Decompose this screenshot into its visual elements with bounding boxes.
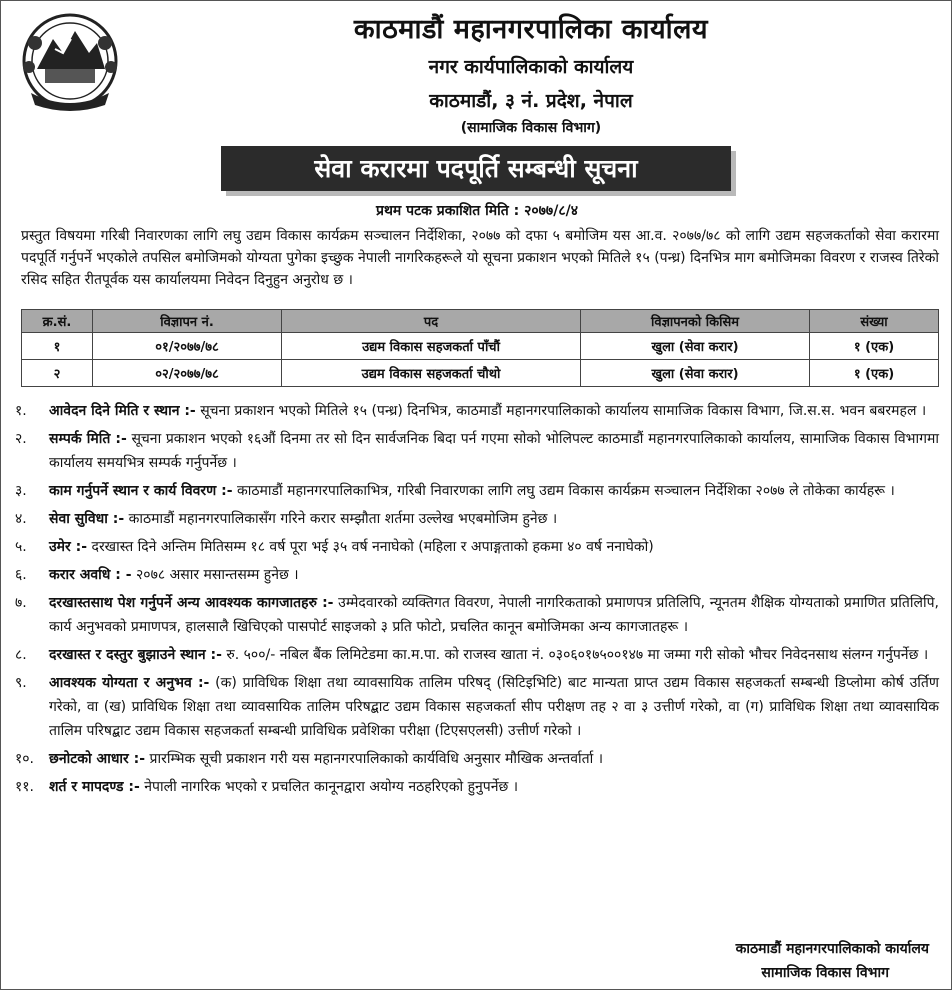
cell-count: १ (एक): [810, 333, 939, 360]
office-address: काठमाडौं, ३ नं. प्रदेश, नेपाल: [429, 90, 633, 112]
col-header-post: पद: [282, 310, 581, 333]
term-text: रु. ५००/- नबिल बैंक लिमिटेडमा का.म.पा. को राजस्व खाता नं. ०३०६०१७५००१४७ मा जम्मा गरी सोको भौचर निवेदनसाथ संलग्न गर्नुपर्नेछ ।: [221, 647, 929, 663]
cell-ad-no: ०१/२०७७/७८: [93, 333, 282, 360]
term-number: १०.: [15, 751, 35, 767]
term-item: [15, 507, 939, 531]
term-text: काठमाडौं महानगरपालिकासँग गरिने करार सम्झौता शर्तमा उल्लेख भएबमोजिम हुनेछ ।: [124, 511, 558, 527]
cell-ad-type: खुला (सेवा करार): [581, 333, 810, 360]
term-title: सम्पर्क मिति :-: [49, 431, 127, 447]
term-text: काठमाडौं महानगरपालिकाभित्र, गरिबी निवारणका लागि लघु उद्यम विकास कार्यक्रम सञ्चालन निर्देशिका २०७७ ले तोकेका कार्यहरू ।: [232, 483, 895, 499]
term-text: (क) प्राविधिक शिक्षा तथा व्यावसायिक तालिम परिषद् (सिटिइभिटि) बाट मान्यता प्राप्त उद्यम विकास सहजकर्ता सम्बन्धी डिप्लोमा कोर्ष उर्तिण गरेको, वा (ख) प्राविधिक शिक्षा तथा व्यावसायिक तालिम परिषद्बाट उद्यम विकास सहजकर्ता सीप परीक्षण तह २ वा ३ उत्तीर्ण गरेको, वा (ग) प्राविधिक शिक्षा तथा व्यावसायिक तालिम परिषद्बाट उद्यम विकास सहजकर्ता सम्बन्धी प्राविधिक प्रवेशिका परीक्षा (टिएसएलसी) उत्तीर्ण गरेको ।: [49, 675, 939, 739]
term-number: २.: [15, 431, 27, 447]
col-header-ad-no: विज्ञापन नं.: [93, 310, 282, 333]
term-title: छनोटको आधार :-: [49, 751, 146, 767]
term-item: [15, 563, 939, 587]
cell-post: उद्यम विकास सहजकर्ता पाँचौं: [282, 333, 581, 360]
term-title: आवश्यक योग्यता र अनुभव :-: [49, 675, 210, 691]
term-item: [15, 671, 939, 743]
col-header-ad-type: विज्ञापनको किसिम: [581, 310, 810, 333]
term-title: दरखास्तसाथ पेश गर्नुपर्ने अन्य आवश्यक कागजातहरु :-: [49, 595, 334, 611]
term-title: शर्त र मापदण्ड :-: [49, 779, 140, 795]
terms-list: [15, 399, 939, 803]
table-row: [22, 333, 939, 360]
term-number: १.: [15, 403, 27, 419]
published-date: प्रथम पटक प्रकाशित मिति : २०७७/८/४: [376, 203, 578, 219]
term-title: सेवा सुविधा :-: [49, 511, 125, 527]
cell-sn: १: [22, 333, 93, 360]
notice-banner: सेवा करारमा पदपूर्ति सम्बन्धी सूचना: [221, 146, 731, 191]
term-number: ९.: [15, 675, 27, 691]
term-text: २०७८ असार मसान्तसम्म हुनेछ ।: [131, 567, 299, 583]
cell-ad-type: खुला (सेवा करार): [581, 360, 810, 387]
term-title: उमेर :-: [49, 539, 88, 555]
col-header-count: संख्या: [810, 310, 939, 333]
term-number: ७.: [15, 595, 27, 611]
signature-office: काठमाडौं महानगरपालिकाको कार्यालय: [735, 941, 929, 957]
executive-office-title: नगर कार्यपालिकाको कार्यालय: [428, 56, 634, 78]
term-text: उम्मेदवारको व्यक्तिगत विवरण, नेपाली नागरिकताको प्रमाणपत्र प्रतिलिपि, न्यूनतम शैक्षिक योग्यताको प्रमाणित प्रतिलिपि, कार्य अनुभवको प्रमाणपत्र, हालसालै खिचिएको पासपोर्ट साइजको ३ प्रति फोटो, प्रचलित कानून बमोजिमका अन्य कागजातहरू ।: [49, 595, 939, 635]
cell-ad-no: ०२/२०७७/७८: [93, 360, 282, 387]
term-item: [15, 479, 939, 503]
term-number: ३.: [15, 483, 27, 499]
term-item: [15, 775, 939, 799]
col-header-sn: क्र.सं.: [22, 310, 93, 333]
kmc-emblem-icon: [15, 9, 125, 113]
term-title: करार अवधि : -: [49, 567, 132, 583]
table-header-row: [22, 310, 939, 333]
cell-post: उद्यम विकास सहजकर्ता चौथो: [282, 360, 581, 387]
term-number: ६.: [15, 567, 27, 583]
term-text: प्रारम्भिक सूची प्रकाशन गरी यस महानगरपालिकाको कार्यविधि अनुसार मौखिक अन्तर्वार्ता ।: [145, 751, 604, 767]
term-text: सूचना प्रकाशन भएको १६औं दिनमा तर सो दिन सार्वजनिक बिदा पर्न गएमा सोको भोलिपल्ट काठमाडौं महानगरपालिकाको कार्यालय, सामाजिक विकास विभागमा कार्यालय समयभित्र सम्पर्क गर्नुपर्नेछ ।: [49, 431, 939, 471]
cell-count: १ (एक): [810, 360, 939, 387]
term-item: [15, 535, 939, 559]
term-item: [15, 427, 939, 475]
table-row: [22, 360, 939, 387]
term-number: ५.: [15, 539, 27, 555]
department-name: (सामाजिक विकास विभाग): [460, 120, 602, 136]
term-title: आवेदन दिने मिति र स्थान :-: [49, 403, 196, 419]
term-text: नेपाली नागरिक भएको र प्रचलित कानूनद्वारा अयोग्य नठहरिएको हुनुपर्नेछ ।: [139, 779, 519, 795]
cell-sn: २: [22, 360, 93, 387]
term-number: ४.: [15, 511, 27, 527]
term-item: [15, 747, 939, 771]
term-item: [15, 399, 939, 423]
term-text: सूचना प्रकाशन भएको मितिले १५ (पन्ध्र) दिनभित्र, काठमाडौं महानगरपालिकाको कार्यालय सामाजिक विकास विभाग, जि.स.स. भवन बबरमहल ।: [195, 403, 927, 419]
term-item: [15, 591, 939, 639]
term-item: [15, 643, 939, 667]
term-title: काम गर्नुपर्ने स्थान र कार्य विवरण :-: [49, 483, 233, 499]
intro-paragraph: प्रस्तुत विषयमा गरिबी निवारणका लागि लघु उद्यम विकास कार्यक्रम सञ्चालन निर्देशिका, २०७७ को दफा ५ बमोजिम यस आ.व. २०७७/७८ को लागि उद्यम सहजकर्ताको सेवा करारमा पदपूर्ति गर्नुपर्ने भएकोले तपसिल बमोजिमको योग्यता पुगेका इच्छुक नेपाली नागरिकहरूले यो सूचना प्रकाशन भएको मितिले १५ (पन्ध्र) दिनभित्र माग बमोजिमका विवरण र राजस्व तिरेको रसिद सहित रीतपूर्वक यस कार्यालयमा निवेदन दिनुहुन अनुरोध छ ।: [21, 228, 939, 288]
signature-department: सामाजिक विकास विभाग: [761, 965, 889, 981]
term-title: दरखास्त र दस्तुर बुझाउने स्थान :-: [49, 647, 222, 663]
term-number: ८.: [15, 647, 27, 663]
vacancy-table: [21, 309, 939, 387]
term-number: ११.: [15, 779, 35, 795]
term-text: दरखास्त दिने अन्तिम मितिसम्म १८ वर्ष पूरा भई ३५ वर्ष ननाघेको (महिला र अपाङ्गताको हकमा ४० वर्ष ननाघेको): [87, 539, 654, 555]
office-title: काठमाडौं महानगरपालिका कार्यालय: [353, 14, 709, 45]
